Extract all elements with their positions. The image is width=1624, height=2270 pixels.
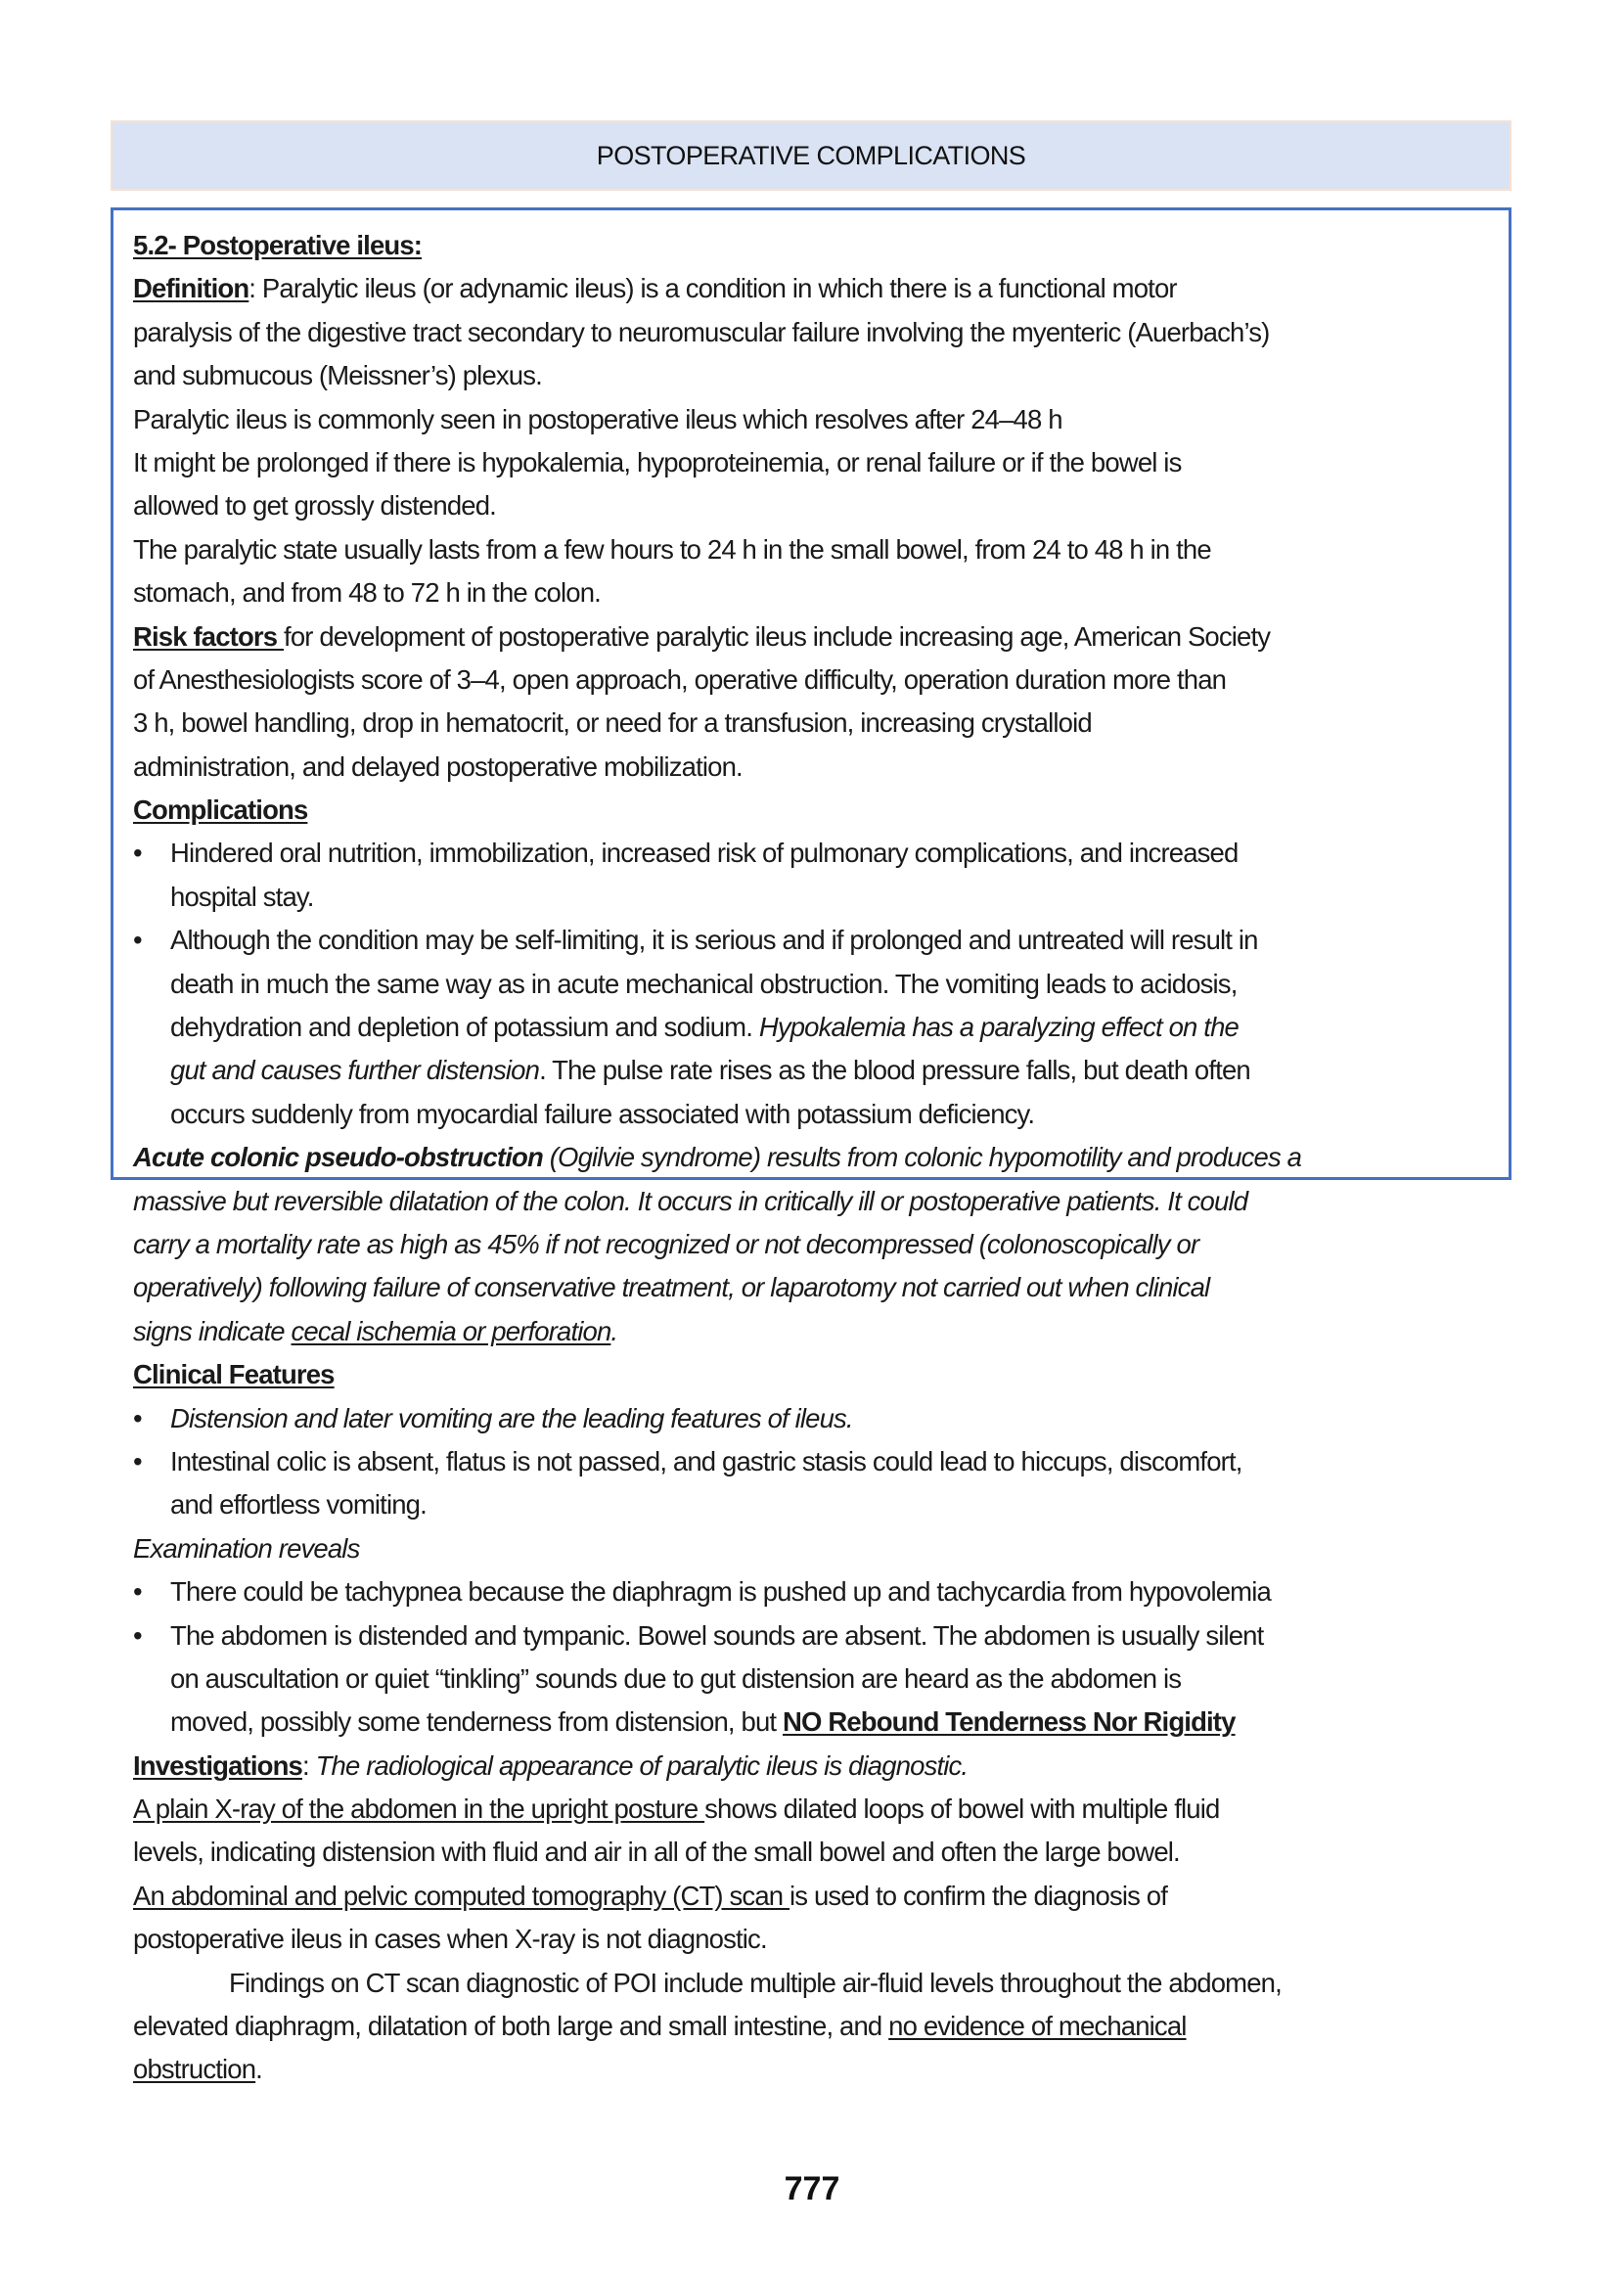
- ogilvie-text: signs indicate: [133, 1315, 292, 1346]
- risk-factors-text: for development of postoperative paralytic ileus include increasing age, American Society: [284, 620, 1271, 652]
- bullet-icon: •: [133, 925, 142, 956]
- bullet-icon: •: [133, 1402, 142, 1433]
- chapter-header: [111, 120, 1511, 191]
- findings-line: [133, 2048, 1499, 2091]
- ogilvie-underlined: cecal ischemia or perforation: [291, 1315, 611, 1346]
- paragraph-line: allowed to get grossly distended.: [133, 490, 496, 522]
- bullet-text: moved, possibly some tenderness from distension, but: [170, 1706, 783, 1738]
- ogilvie-text: .: [610, 1315, 618, 1346]
- examination-label: Examination reveals: [133, 1532, 360, 1564]
- findings-text: elevated diaphragm, dilatation of both large and small intestine, and: [133, 2011, 889, 2042]
- bullet-icon: •: [133, 1619, 142, 1651]
- bullet-text: . The pulse rate rises as the blood pressure falls, but death often: [539, 1055, 1250, 1086]
- clinical-features-heading: Clinical Features: [133, 1359, 335, 1390]
- paragraph-line: Paralytic ileus is commonly seen in postoperative ileus which resolves after 24–48 h: [133, 403, 1062, 434]
- paragraph-line: It might be prolonged if there is hypokalemia, hypoproteinemia, or renal failure or if the bowel is: [133, 446, 1182, 477]
- bullet-icon: •: [133, 838, 142, 869]
- xray-text: shows dilated loops of bowel with multiple fluid: [704, 1793, 1220, 1825]
- bullet-icon: •: [133, 1445, 142, 1476]
- xray-line: [133, 1788, 1499, 1831]
- investigations-intro: The radiological appearance of paralytic ileus is diagnostic.: [315, 1749, 969, 1781]
- content-box: [111, 207, 1511, 2085]
- bullet-item: [133, 832, 1499, 875]
- investigations-label: Investigations: [133, 1749, 303, 1781]
- paragraph-line: stomach, and from 48 to 72 h in the colon.: [133, 577, 601, 609]
- bullet-continuation: hospital stay.: [170, 881, 314, 912]
- findings-underlined: obstruction: [133, 2054, 256, 2085]
- xray-underlined: A plain X-ray of the abdomen in the upright posture: [133, 1793, 705, 1825]
- bullet-continuation: death in much the same way as in acute mechanical obstruction. The vomiting leads to acidosis,: [170, 968, 1238, 999]
- bullet-item: [133, 1397, 1499, 1440]
- ct-text: is used to confirm the diagnosis of: [789, 1880, 1168, 1911]
- complications-heading: Complications: [133, 794, 308, 826]
- bullet-text: dehydration and depletion of potassium and sodium.: [170, 1012, 759, 1043]
- risk-factors-label: Risk factors: [133, 620, 285, 652]
- ogilvie-line: [133, 1136, 1499, 1179]
- bullet-text: Intestinal colic is absent, flatus is not passed, and gastric stasis could lead to hiccups, discomfort,: [170, 1445, 1242, 1476]
- ogilvie-line: operatively) following failure of conservative treatment, or laparotomy not carried out when clinical: [133, 1272, 1210, 1303]
- section-content: [133, 224, 1499, 2092]
- risk-factors-line: [133, 615, 1499, 658]
- page-number: 777: [784, 2170, 840, 2207]
- risk-factors-line: administration, and delayed postoperative mobilization.: [133, 750, 743, 782]
- ogilvie-line: carry a mortality rate as high as 45% if not recognized or not decompressed (colonoscopically or: [133, 1228, 1199, 1259]
- bullet-continuation: [133, 1049, 1499, 1092]
- risk-factors-line: of Anesthesiologists score of 3–4, open approach, operative difficulty, operation duration more than: [133, 663, 1227, 695]
- bullet-item: [133, 919, 1499, 962]
- bullet-item: [133, 1614, 1499, 1657]
- xray-line: levels, indicating distension with fluid and air in all of the small bowel and often the large bowel.: [133, 1837, 1180, 1868]
- emphasis-text: NO Rebound Tenderness Nor Rigidity: [782, 1706, 1236, 1738]
- bullet-continuation: occurs suddenly from myocardial failure associated with potassium deficiency.: [170, 1098, 1035, 1129]
- bullet-italic-text: gut and causes further distension: [170, 1055, 540, 1086]
- bullet-continuation: on auscultation or quiet “tinkling” sounds due to gut distension are heard as the abdomen is: [170, 1662, 1182, 1694]
- bullet-text: There could be tachypnea because the diaphragm is pushed up and tachycardia from hypovolemia: [170, 1576, 1271, 1608]
- bullet-text: Although the condition may be self-limiting, it is serious and if prolonged and untreated will result in: [170, 925, 1258, 956]
- definition-text: : Paralytic ileus (or adynamic ileus) is a condition in which there is a functional motor: [248, 273, 1177, 304]
- bullet-item: [133, 1440, 1499, 1483]
- ct-line: postoperative ileus in cases when X-ray is not diagnostic.: [133, 1924, 767, 1955]
- paragraph-line: The paralytic state usually lasts from a few hours to 24 h in the small bowel, from 24 to 48 h in the: [133, 533, 1211, 565]
- ct-underlined: An abdominal and pelvic computed tomography (CT) scan: [133, 1880, 789, 1911]
- findings-underlined: no evidence of mechanical: [888, 2011, 1187, 2042]
- section-title: 5.2- Postoperative ileus:: [133, 230, 423, 260]
- colon-text: :: [302, 1749, 316, 1781]
- risk-factors-line: 3 h, bowel handling, drop in hematocrit, or need for a transfusion, increasing crystalloid: [133, 707, 1092, 739]
- bullet-italic-text: Distension and later vomiting are the leading features of ileus.: [170, 1402, 853, 1433]
- chapter-title: POSTOPERATIVE COMPLICATIONS: [596, 140, 1026, 170]
- bullet-continuation: [133, 1701, 1499, 1744]
- bullet-text: The abdomen is distended and tympanic. Bowel sounds are absent. The abdomen is usually silent: [170, 1619, 1264, 1651]
- findings-line: [133, 2005, 1499, 2048]
- investigations-line: [133, 1745, 1499, 1788]
- ogilvie-text: (Ogilvie syndrome) results from colonic hypomotility and produces a: [542, 1142, 1302, 1173]
- ogilvie-line: massive but reversible dilatation of the colon. It occurs in critically ill or postoperative patients. It could: [133, 1185, 1248, 1216]
- ct-line: [133, 1875, 1499, 1918]
- bullet-text: Hindered oral nutrition, immobilization, increased risk of pulmonary complications, and increased: [170, 838, 1239, 869]
- bullet-item: [133, 1570, 1499, 1613]
- findings-line: Findings on CT scan diagnostic of POI include multiple air-fluid levels throughout the abdomen,: [229, 1967, 1282, 1998]
- definition-line: paralysis of the digestive tract secondary to neuromuscular failure involving the myenteric (Auerbach’s): [133, 316, 1270, 347]
- definition-label: Definition: [133, 273, 249, 304]
- definition-line: and submucous (Meissner’s) plexus.: [133, 360, 542, 391]
- findings-text: .: [255, 2054, 262, 2085]
- bullet-continuation: and effortless vomiting.: [170, 1489, 427, 1521]
- definition-line: [133, 267, 1499, 310]
- ogilvie-line: [133, 1310, 1499, 1353]
- bullet-continuation: [133, 1006, 1499, 1049]
- bullet-icon: •: [133, 1576, 142, 1608]
- bullet-italic-text: Hypokalemia has a paralyzing effect on the: [758, 1012, 1239, 1043]
- ogilvie-label: Acute colonic pseudo-obstruction: [133, 1142, 543, 1173]
